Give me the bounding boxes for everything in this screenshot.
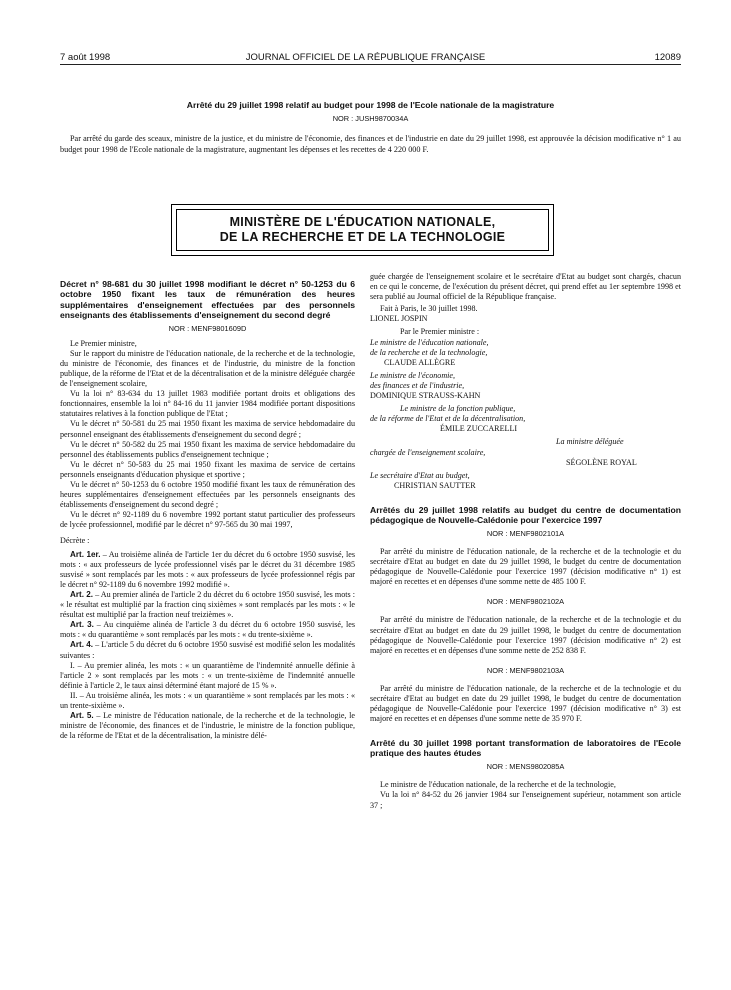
decret-para-5: Vu le décret n° 50-583 du 25 mai 1950 fixant les maxima de service de certains personnels enseignants d'éducation physique et sportive ; xyxy=(60,459,355,479)
arretes-nc-text-3: Par arrêté du ministre de l'éducation nationale, de la recherche et de la technologie et du secrétaire d'Etat au budget en date du 29 juillet 1998, le budget du centre de documentation pédagogique de Nouvelle-Calédonie pour l'exercice 1997 (décision modificative n° 3) est majoré en recettes et en dépenses d'une somme nette de 35 970 F. xyxy=(370,683,681,724)
ministry-title-line1: MINISTÈRE DE L'ÉDUCATION NATIONALE, xyxy=(229,215,496,229)
article-4-label: Art. 4. xyxy=(70,640,94,650)
right-column xyxy=(370,272,681,811)
decret-para-3: Vu le décret n° 50-581 du 25 mai 1950 fixant les maxima de service hebdomadaire du personnel enseignant des établissements d'enseignement du second degré ; xyxy=(60,419,355,439)
decret-title: Décret n° 98-681 du 30 juillet 1998 modifiant le décret n° 50-1253 du 6 octobre 1950 fixant les taux de rémunération des heures supplémentaires d'enseignement effectuées par des personnels enseignants des établissements d'enseignement du second degré xyxy=(60,279,355,321)
article-5-text: – Le ministre de l'éducation nationale, de la recherche et de la technologie, le ministre de l'économie, des finances et de l'industrie, le ministre de la fonction publique, de la réforme de l'Etat et de la décentralisation, la ministre délé- xyxy=(60,711,355,741)
signature-royal: SÉGOLÈNE ROYAL xyxy=(566,457,637,467)
arrete-ephe-para-2: Vu la loi n° 84-52 du 26 janvier 1984 sur l'enseignement supérieur, notamment son article 37 ; xyxy=(370,790,681,810)
left-column xyxy=(60,279,355,741)
signature-zuccarelli: ÉMILE ZUCCARELLI xyxy=(440,424,518,434)
fait-a-paris: Fait à Paris, le 30 juillet 1998. xyxy=(380,304,478,314)
decret-para-7: Vu le décret n° 92-1189 du 6 novembre 1992 portant statut particulier des professeurs de lycée professionnel, modifié par le décret n° 97-565 du 30 mai 1997, xyxy=(60,510,355,530)
minister-economie-line1: Le ministre de l'économie, xyxy=(370,370,456,380)
decret-decrete: Décrète : xyxy=(60,535,90,545)
header-date: 7 août 1998 xyxy=(60,52,111,63)
budget-arrete-nor: NOR : JUSH9870034A xyxy=(332,114,409,123)
minister-economie-line2: des finances et de l'industrie, xyxy=(370,380,465,390)
signature-allegre: CLAUDE ALLÈGRE xyxy=(384,357,456,367)
article-4-ii: II. – Au troisième alinéa, les mots : « un quarantième » sont remplacés par les mots : « un trente-sixième ». xyxy=(60,690,355,710)
arrete-ephe-nor: NOR : MENS9802085A xyxy=(486,762,565,772)
budget-arrete-text: Par arrêté du garde des sceaux, ministre de la justice, et du ministre de l'économie, des finances et de l'industrie en date du 29 juillet 1998, est approuvée la décision modificative n° 1 au budget pour 1998 de l'Ecole nationale de la magistrature, augmentant les dépenses et les recettes de 4 220 000 F. xyxy=(60,134,681,154)
decret-para-1: Sur le rapport du ministre de l'éducation nationale, de la recherche et de la technologie, du ministre de l'économie, des finances et de l'industrie, du ministre de la fonction publique, de la réforme de l'Etat et de la décentralisation et de la ministre déléguée chargée de l'enseignement scolaire, xyxy=(60,348,355,389)
decret-para-2: Vu la loi n° 83-634 du 13 juillet 1983 modifiée portant droits et obligations des fonctionnaires, ensemble la loi n° 84-16 du 11 janvier 1984 modifiée portant dispositions statutaires relatives à la fonction publique de l'Etat ; xyxy=(60,389,355,419)
article-5 xyxy=(60,711,355,741)
ministry-title-line2: DE LA RECHERCHE ET DE LA TECHNOLOGIE xyxy=(219,230,506,244)
arretes-nc-title: Arrêtés du 29 juillet 1998 relatifs au budget du centre de documentation pédagogique de Nouvelle-Calédonie pour l'exercice 1997 xyxy=(370,504,681,525)
article-4-i: I. – Au premier alinéa, les mots : « un quarantième de l'indemnité annuelle définie à l'article 2 » sont remplacés par les mots : « un trente-sixième de l'indemnité annuelle définie à l'article 2, le taux ainsi déterminé étant majoré de 15 % ». xyxy=(60,660,355,690)
header-page-number: 12089 xyxy=(654,52,681,63)
signature-strauss-kahn: DOMINIQUE STRAUSS-KAHN xyxy=(370,391,481,401)
minister-fonction-publique-line1: Le ministre de la fonction publique, xyxy=(400,404,516,414)
arretes-nc-text-1: Par arrêté du ministre de l'éducation nationale, de la recherche et de la technologie et du secrétaire d'Etat au budget en date du 29 juillet 1998, le budget du centre de documentation pédagogique de Nouvelle-Calédonie pour l'exercice 1997 (décision modificative n° 1) est majoré en recettes et en dépenses d'une somme nette de 485 100 F. xyxy=(370,546,681,587)
par-premier-ministre: Par le Premier ministre : xyxy=(400,327,480,337)
article-2 xyxy=(60,590,355,620)
article-1-label: Art. 1er. xyxy=(70,549,101,559)
article-2-label: Art. 2. xyxy=(70,589,94,599)
article-3-label: Art. 3. xyxy=(70,620,94,630)
article-3 xyxy=(60,620,355,640)
ministre-deleguee-line2: chargée de l'enseignement scolaire, xyxy=(370,447,486,457)
decret-para-6: Vu le décret n° 50-1253 du 6 octobre 1950 modifié fixant les taux de rémunération des heures supplémentaires d'enseignement effectuées par les personnels enseignants des établissements d'enseignement du second degré ; xyxy=(60,480,355,510)
arrete-ephe-title: Arrêté du 30 juillet 1998 portant transformation de laboratoires de l'Ecole pratique des hautes études xyxy=(370,738,681,759)
signature-sautter: CHRISTIAN SAUTTER xyxy=(394,480,476,490)
ministry-box-inner xyxy=(176,209,549,251)
budget-arrete-title: Arrêté du 29 juillet 1998 relatif au budget pour 1998 de l'Ecole nationale de la magistrature xyxy=(186,100,555,110)
article-4-text: – L'article 5 du décret du 6 octobre 1950 susvisé est modifié selon les modalités suivantes : xyxy=(60,640,355,660)
arretes-nc-nor-3: NOR : MENF9802103A xyxy=(486,665,565,675)
ministre-deleguee-line1: La ministre déléguée xyxy=(556,437,624,447)
header-rule xyxy=(60,64,681,65)
arretes-nc-nor-1: NOR : MENF9802101A xyxy=(486,528,565,538)
header-journal: JOURNAL OFFICIEL DE LA RÉPUBLIQUE FRANÇAISE xyxy=(245,52,486,63)
decret-nor: NOR : MENF9801609D xyxy=(168,323,247,333)
decret-premier: Le Premier ministre, xyxy=(70,338,137,348)
article-3-text: – Au cinquième alinéa de l'article 3 du décret du 6 octobre 1950 susvisé, les mots : « du quarantième » sont remplacés par les mots : « du trente-sixième ». xyxy=(60,620,355,640)
arrete-ephe-para-1: Le ministre de l'éducation nationale, de la recherche et de la technologie, xyxy=(380,780,616,790)
article-5-continued: guée chargée de l'enseignement scolaire et le secrétaire d'Etat au budget sont chargés, chacun en ce qui le concerne, de l'exécution du présent décret, qui prend effet au 1er septembre 1998 et sera publié au Journal officiel de la République française. xyxy=(370,272,681,302)
arretes-nc-text-2: Par arrêté du ministre de l'éducation nationale, de la recherche et de la technologie et du secrétaire d'Etat au budget en date du 29 juillet 1998, le budget du centre de documentation pédagogique de Nouvelle-Calédonie pour l'exercice 1997 (décision modificative n° 2) est majoré en recettes et en dépenses d'une somme nette de 252 838 F. xyxy=(370,615,681,655)
minister-fonction-publique-line2: de la réforme de l'Etat et de la décentralisation, xyxy=(370,414,526,424)
secretaire-budget-line1: Le secrétaire d'Etat au budget, xyxy=(370,470,470,480)
minister-education-line2: de la recherche et de la technologie, xyxy=(370,347,488,357)
article-4 xyxy=(60,640,355,660)
article-1 xyxy=(60,550,355,590)
decret-para-4: Vu le décret n° 50-582 du 25 mai 1950 fixant les maxima de service hebdomadaire du personnel des établissements publics d'enseignement technique ; xyxy=(60,439,355,459)
minister-education-line1: Le ministre de l'éducation nationale, xyxy=(370,337,489,347)
signature-jospin: LIONEL JOSPIN xyxy=(370,314,428,324)
article-5-label: Art. 5. xyxy=(70,711,94,721)
article-1-text: – Au troisième alinéa de l'article 1er du décret du 6 octobre 1950 susvisé, les mots : « aux professeurs de lycée professionnel visés par le décret du 31 décembre 1985 susvisé » sont remplacés par les mots : « aux professeurs de lycée professionnel régis par le décret n° 92-1189 du 6 novembre 1992 modifié ». xyxy=(60,549,355,589)
article-2-text: – Au premier alinéa de l'article 2 du décret du 6 octobre 1950 susvisé, les mots : « le résultat est multiplié par la fraction cinq sixièmes » sont remplacés par les mots : « le résultat est multiplié par la fraction neuf treizièmes ». xyxy=(60,589,355,620)
ministry-box xyxy=(171,204,554,256)
arretes-nc-nor-2: NOR : MENF9802102A xyxy=(486,597,565,607)
